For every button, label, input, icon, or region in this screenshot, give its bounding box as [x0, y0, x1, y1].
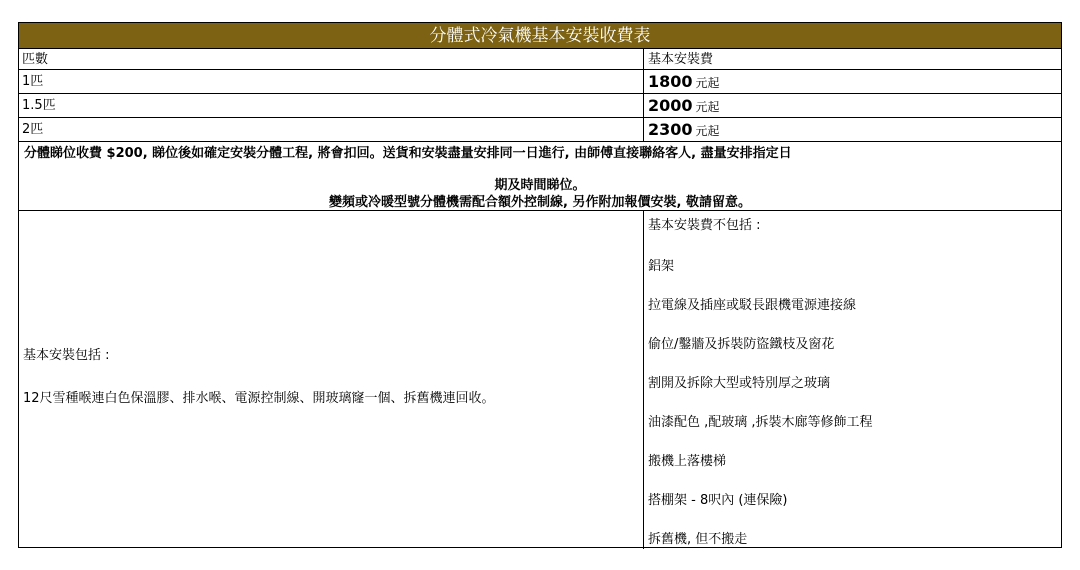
excluded-item: 割開及拆除大型或特別厚之玻璃 — [648, 376, 831, 391]
fee-unit: 元起 — [695, 76, 720, 90]
fee-cell — [644, 118, 1061, 141]
note-line-1: 分體睇位收費 $200, 睇位後如確定安裝分體工程, 將會扣回。送貨和安裝盡量安排同一日進行, 由師傅直接聯絡客人, 盡量安排指定日 — [24, 146, 792, 161]
table-row — [19, 70, 1061, 94]
table-row — [19, 118, 1061, 142]
excluded-item: 油漆配色 ,配玻璃 ,拆裝木廊等修飾工程 — [648, 415, 873, 430]
table-header-row — [19, 49, 1061, 70]
excluded-item: 搬機上落樓梯 — [648, 454, 727, 469]
excluded-item: 拆舊機, 但不搬走 — [648, 532, 748, 547]
header-hp: 匹數 — [19, 49, 644, 69]
included-body: 12尺雪種喉連白色保溫膠、排水喉、電源控制線、開玻璃窿一個、拆舊機連回收。 — [23, 391, 495, 406]
notes-row — [19, 142, 1061, 211]
included-title: 基本安裝包括 : — [23, 348, 110, 363]
hp-cell: 1.5匹 — [19, 94, 644, 117]
note-line-2: 變頻或冷暖型號分體機需配合額外控制線, 另作附加報價安裝, 敬請留意。 — [329, 195, 751, 210]
fee-cell — [644, 94, 1061, 117]
excluded-item: 搭棚架 - 8呎內 (連保險) — [648, 493, 788, 508]
excluded-item: 鋁架 — [648, 259, 675, 274]
fee-amount: 1800 — [648, 72, 693, 91]
fee-unit: 元起 — [695, 100, 720, 114]
table-row — [19, 94, 1061, 118]
fee-cell — [644, 70, 1061, 93]
scope-section — [19, 211, 1061, 549]
excluded-title: 基本安裝費不包括 : — [648, 218, 761, 233]
fee-amount: 2000 — [648, 96, 693, 115]
fee-amount: 2300 — [648, 120, 693, 139]
excluded-item: 拉電線及插座或駁長跟機電源連接線 — [648, 298, 857, 313]
excluded-item: 偷位/鑿牆及拆裝防盜鐵枝及窗花 — [648, 337, 835, 352]
note-lines-2 — [19, 177, 1061, 211]
excluded-cell — [644, 211, 1061, 549]
hp-cell: 1匹 — [19, 70, 644, 93]
header-fee: 基本安裝費 — [648, 52, 714, 67]
fee-unit: 元起 — [695, 124, 720, 138]
install-fee-table — [18, 22, 1062, 548]
included-cell — [19, 211, 644, 549]
note-line-1b: 期及時間睇位。 — [494, 178, 586, 193]
table-title: 分體式冷氣機基本安裝收費表 — [19, 23, 1061, 49]
hp-cell: 2匹 — [19, 118, 644, 141]
